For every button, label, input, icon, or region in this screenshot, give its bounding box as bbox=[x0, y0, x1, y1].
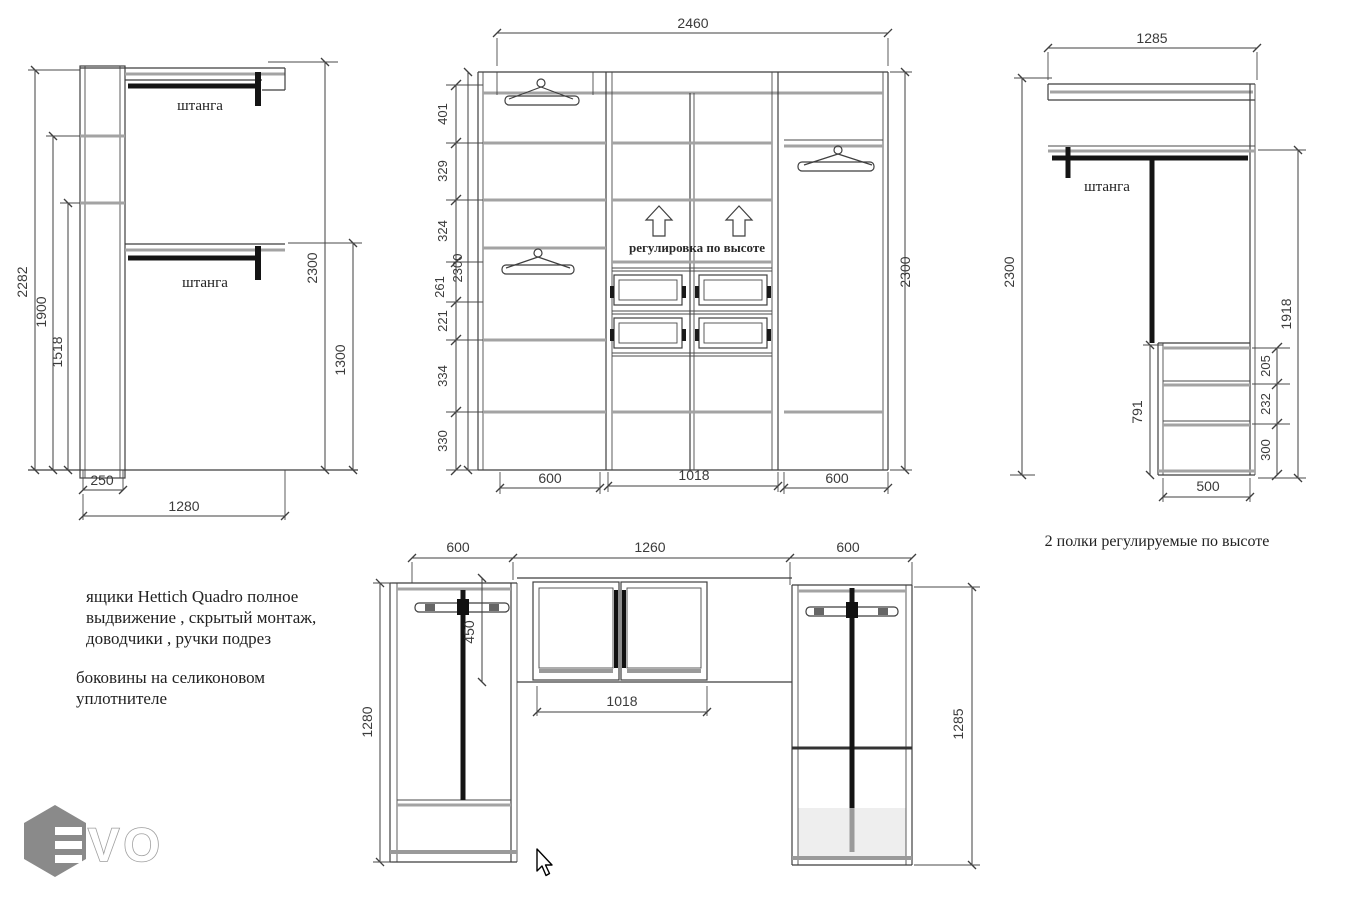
shelf-gap-dims bbox=[1252, 343, 1290, 480]
drawer-plan bbox=[533, 582, 619, 680]
dim-label-1285: 1285 bbox=[1136, 30, 1168, 46]
dim-2300-right-view bbox=[1001, 78, 1052, 475]
dim-label-334: 334 bbox=[435, 365, 450, 387]
dim-label-2460: 2460 bbox=[677, 15, 709, 31]
dim-label-2282: 2282 bbox=[14, 266, 30, 298]
dim-label-600-plan-left: 600 bbox=[446, 539, 470, 555]
evo-logo bbox=[24, 805, 164, 877]
note-drawers-line3: доводчики , ручки подрез bbox=[86, 629, 272, 648]
dim-label-329: 329 bbox=[435, 160, 450, 182]
dim-label-1018: 1018 bbox=[606, 693, 638, 709]
rod-label-bottom: штанга bbox=[182, 275, 228, 291]
dim-1018-plan bbox=[537, 686, 707, 716]
up-arrow-icon bbox=[646, 206, 672, 236]
left-dim-chain bbox=[432, 72, 483, 475]
dim-2300-front-right bbox=[890, 72, 913, 470]
dim-label-1280: 1280 bbox=[359, 706, 375, 738]
middle-shelf-and-rod bbox=[125, 244, 285, 291]
dim-2460 bbox=[497, 15, 888, 66]
dim-250 bbox=[83, 470, 123, 490]
dim-1285-plan bbox=[914, 587, 980, 865]
plan-left-section bbox=[390, 583, 517, 862]
drawer-front bbox=[699, 275, 767, 305]
dim-label-205: 205 bbox=[1258, 355, 1273, 377]
dim-label-600-left: 600 bbox=[538, 470, 562, 486]
dim-label-2300: 2300 bbox=[304, 252, 320, 284]
hanger-icon bbox=[798, 146, 874, 171]
dim-label-791: 791 bbox=[1129, 400, 1145, 424]
note-sides-line2: уплотнителе bbox=[76, 689, 167, 708]
dim-500 bbox=[1163, 478, 1250, 502]
drawer-plan bbox=[621, 582, 707, 680]
dim-label-300: 300 bbox=[1258, 439, 1273, 461]
dim-label-2300-front-left: 2300 bbox=[450, 253, 465, 283]
note-sides-line1: боковины на селиконовом bbox=[76, 668, 266, 687]
dim-label-221: 221 bbox=[435, 310, 450, 332]
dim-label-324: 324 bbox=[435, 220, 450, 242]
dim-label-1285: 1285 bbox=[950, 708, 966, 740]
dim-label-330: 330 bbox=[435, 430, 450, 452]
dim-1518 bbox=[49, 203, 82, 470]
top-shelf-and-rod bbox=[80, 68, 285, 114]
plan-right-section bbox=[792, 585, 912, 865]
dim-label-1300: 1300 bbox=[332, 344, 348, 376]
up-arrow-icon bbox=[726, 206, 752, 236]
rod-label: штанга bbox=[1084, 179, 1130, 195]
dim-label-1900: 1900 bbox=[33, 296, 49, 328]
front-bottom-dims bbox=[500, 467, 888, 494]
side-panel-section bbox=[80, 66, 125, 478]
dim-label-232: 232 bbox=[1258, 393, 1273, 415]
left-side-section-view bbox=[14, 62, 362, 520]
height-adjust-note bbox=[629, 206, 765, 255]
dim-2282 bbox=[14, 70, 80, 470]
dim-1918 bbox=[1258, 150, 1306, 478]
drawer-front bbox=[699, 318, 767, 348]
dim-label-500: 500 bbox=[1196, 478, 1220, 494]
dim-label-1018: 1018 bbox=[678, 467, 710, 483]
mouse-cursor bbox=[537, 849, 552, 876]
front-elevation-view bbox=[432, 15, 913, 494]
note-drawers-line2: выдвижение , скрытый монтаж, bbox=[86, 608, 317, 627]
dim-label-2300: 2300 bbox=[1001, 256, 1017, 288]
notes-block bbox=[76, 587, 316, 708]
dim-label-1280: 1280 bbox=[168, 498, 200, 514]
dim-label-261: 261 bbox=[432, 276, 447, 298]
plan-middle-section bbox=[517, 578, 792, 682]
logo-letters: VO bbox=[88, 818, 164, 871]
dim-2300-left-view bbox=[268, 62, 338, 470]
dim-label-401: 401 bbox=[435, 103, 450, 125]
dim-label-600-right: 600 bbox=[825, 470, 849, 486]
dim-label-450: 450 bbox=[461, 620, 477, 644]
dim-label-600-plan-right: 600 bbox=[836, 539, 860, 555]
right-side-section-view bbox=[1001, 30, 1306, 550]
dim-label-2300: 2300 bbox=[897, 256, 913, 288]
dim-label-1518: 1518 bbox=[49, 336, 65, 368]
shelf-unit bbox=[1158, 343, 1255, 475]
adjust-note-label: регулировка по высоте bbox=[629, 240, 765, 255]
rod-shelf bbox=[1048, 146, 1255, 343]
dim-1280-plan bbox=[359, 583, 392, 862]
dim-label-1918: 1918 bbox=[1278, 298, 1294, 330]
plan-view bbox=[359, 539, 980, 865]
dim-label-250: 250 bbox=[90, 472, 114, 488]
shelves bbox=[483, 140, 883, 412]
hanger-icon bbox=[502, 249, 574, 274]
drawer-stack bbox=[610, 268, 772, 356]
drawer-front bbox=[614, 275, 682, 305]
adjustable-shelves-caption: 2 полки регулируемые по высоте bbox=[1044, 533, 1270, 550]
note-drawers-line1: ящики Hettich Quadro полное bbox=[86, 587, 299, 606]
rod-label-top: штанга bbox=[177, 98, 223, 114]
dim-1900 bbox=[33, 136, 82, 470]
dim-1285-top bbox=[1048, 30, 1257, 80]
dim-label-1260: 1260 bbox=[634, 539, 666, 555]
drawer-front bbox=[614, 318, 682, 348]
